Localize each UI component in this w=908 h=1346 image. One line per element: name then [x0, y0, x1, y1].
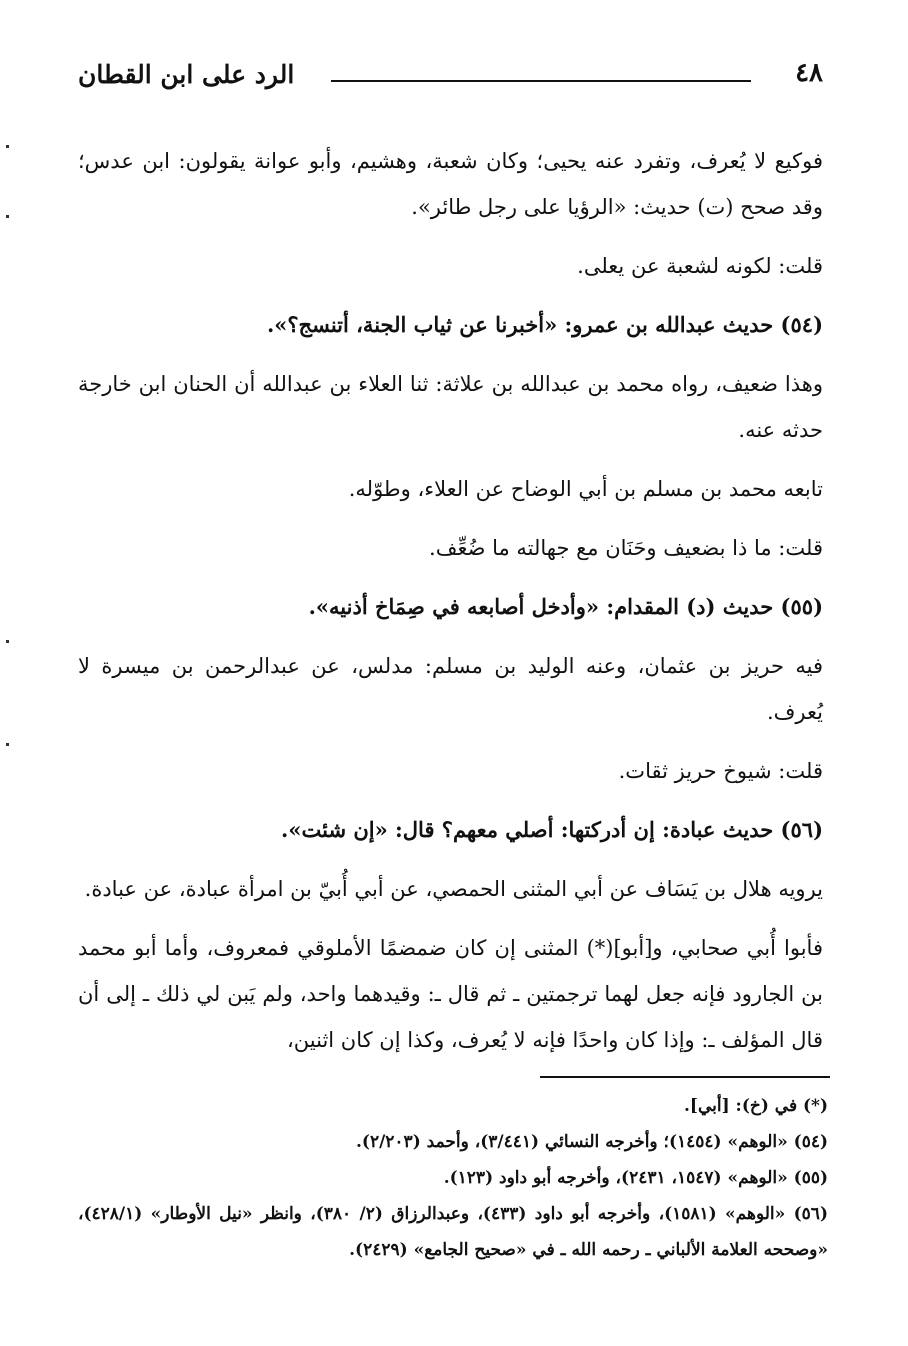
main-text: [78, 138, 823, 1076]
footnotes: [78, 1088, 828, 1268]
footnote-separator: [540, 1076, 830, 1078]
running-title: الرد على ابن القطان: [78, 60, 295, 89]
paragraph: قلت: لكونه لشعبة عن يعلى.: [577, 254, 823, 278]
hadith-heading-55: (٥٥) حديث (د) المقدام: «وأدخل أصابعه في صِمَاخ أذنيه».: [308, 594, 823, 619]
paragraph: قلت: شيوخ حريز ثقات.: [618, 759, 823, 783]
paragraph: يرويه هلال بن يَسَاف عن أبي المثنى الحمصي، عن أبي أُبيّ بن امرأة عبادة، عن عبادة.: [84, 877, 823, 901]
footnote: (٥٤) «الوهم» (١٤٥٤)؛ وأخرجه النسائي (٣/٤٤١)، وأحمد (٢/٢٠٣).: [355, 1132, 828, 1152]
paragraph: فأبوا أُبي صحابي، و[أبو](*) المثنى إن كان ضمضمًا الأملوقي فمعروف، وأما أبو محمد بن الجارود فإنه جعل لهما ترجمتين ـ ثم قال ـ: وقيدهما واحد، ولم يَبن لي ذلك ـ إلى أن قال المؤلف ـ: وإذا كان واحدًا فإنه لا يُعرف، وكذا إن كان اثنين،: [78, 936, 823, 1052]
footnote: (٥٥) «الوهم» (١٥٤٧، ٢٤٣١)، وأخرجه أبو داود (١٢٣).: [443, 1168, 828, 1188]
hadith-heading-56: (٥٦) حديث عبادة: إن أدركتها: أصلي معهم؟ قال: «إن شئت».: [281, 817, 823, 842]
paragraph: وهذا ضعيف، رواه محمد بن عبدالله بن علاثة: ثنا العلاء بن عبدالله أن الحنان ابن خارجة حدثه عنه.: [78, 372, 823, 442]
page-number: ٤٨: [795, 58, 823, 88]
paragraph: فيه حريز بن عثمان، وعنه الوليد بن مسلم: مدلس، عن عبدالرحمن بن ميسرة لا يُعرف.: [78, 654, 823, 724]
scan-edge-mark: [6, 743, 9, 746]
paragraph: تابعه محمد بن مسلم بن أبي الوضاح عن العلاء، وطوّله.: [348, 477, 823, 501]
hadith-heading-54: (٥٤) حديث عبدالله بن عمرو: «أخبرنا عن ثياب الجنة، أتنسج؟».: [266, 312, 823, 337]
scan-edge-mark: [6, 215, 9, 218]
paragraph: قلت: ما ذا بضعيف وحَنَان مع جهالته ما ضُعِّف.: [429, 536, 823, 560]
scan-edge-mark: [6, 640, 9, 643]
paragraph: فوكيع لا يُعرف، وتفرد عنه يحيى؛ وكان شعبة، وهشيم، وأبو عوانة يقولون: ابن عدس؛ وقد صحح (ت) حديث: «الرؤيا على رجل طائر».: [78, 149, 823, 219]
footnote: (٥٦) «الوهم» (١٥٨١)، وأخرجه أبو داود (٤٣٣)، وعبدالرزاق (٢/ ٣٨٠)، وانظر «نيل الأوطار» (٤٢٨/١)، «وصححه العلامة الألباني ـ رحمه الله ـ في «صحيح الجامع» (٢٤٢٩).: [78, 1204, 828, 1260]
header-rule: [331, 80, 751, 82]
page-header: [78, 58, 823, 102]
scan-edge-mark: [6, 145, 9, 148]
footnote: (*) في (خ): [أبي].: [684, 1096, 828, 1116]
